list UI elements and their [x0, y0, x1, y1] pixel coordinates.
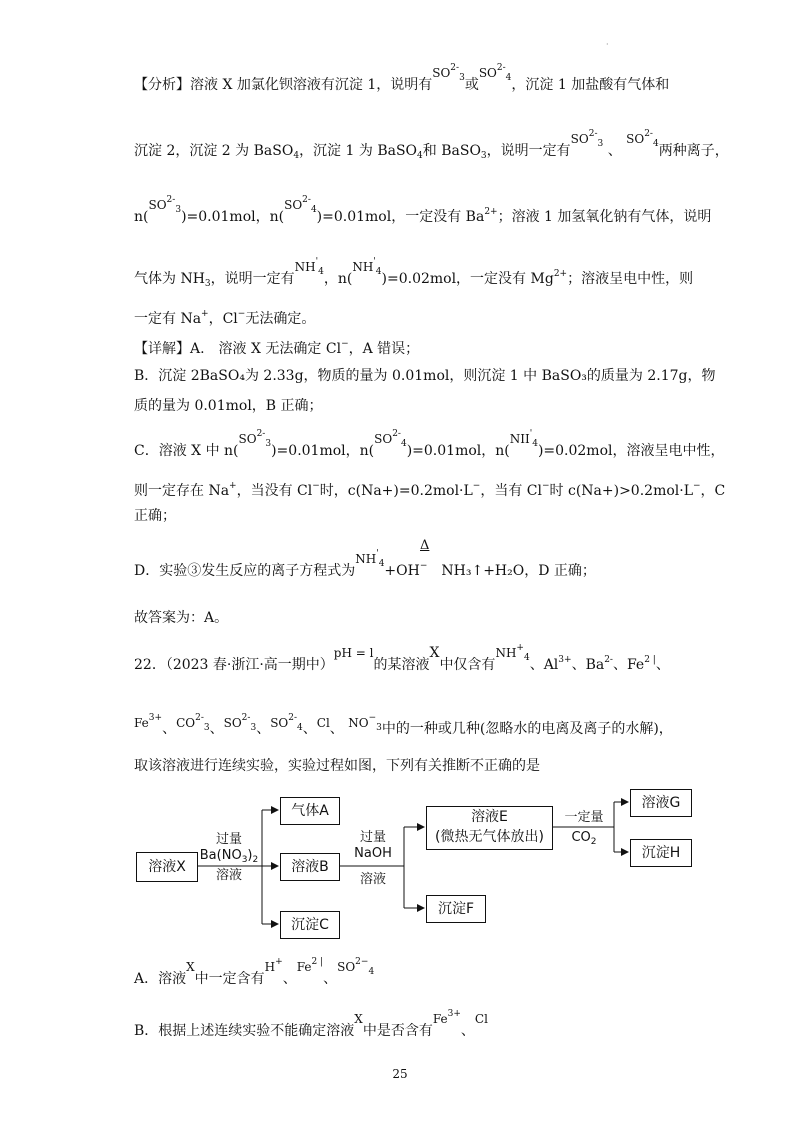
- detail-b-2: 质的量为 0.01mol，B 正确；: [134, 398, 323, 414]
- reagent-naoh: 过量 NaOH 溶液: [354, 830, 392, 887]
- box-precipitate-f: 沉淀F: [426, 895, 486, 923]
- box-solution-g: 溶液G: [630, 789, 692, 817]
- page-number: 25: [392, 1067, 408, 1081]
- analysis-line-1: 【分析】溶液 X 加氯化钡溶液有沉淀 1，说明有$SO^{2-}_3$或$SO^{2-}_4$，沉淀 1 加盐酸有气体和: [134, 63, 670, 93]
- delta-symbol: Δ: [420, 538, 430, 553]
- detail-a: 【详解】A. 溶液 X 无法确定 Cl−，A 错误；: [134, 339, 420, 357]
- analysis-line-2: 沉淀 2，沉淀 2 为 BaSO$_4$，沉淀 1 为 BaSO$_4$和 BaSO$_3$，说明一定有$SO^{2-}_3$ 、 $SO^{2-}_4$两种离子，: [134, 129, 729, 161]
- detail-d: D．实验③发生反应的离子方程式为$NH'_4+OH^-$ NH₃↑+H₂O，D 正确；: [134, 549, 596, 579]
- question-22-line-2: $Fe^{3+}$、$CO^{2-}_3$、$SO^{2-}_3$、$SO^{2-}_4$、Cl、 $NO^-_3$中的一种或几种(忽略水的电离及离子的水解)，: [134, 713, 673, 737]
- detail-c-1: C．溶液 X 中 $n(SO^{2-}_3)=0.01mol$，$n(SO^{2-}_4)=0.01mol$，$n(NII'_4)=0.02mol$，溶液呈电中性，: [134, 429, 725, 459]
- analysis-line-4: 气体为 $NH_3$，说明一定有$NH'_4$，$n(NH'_4)=0.02mol$，一定没有 $Mg^{2+}$；溶液呈电中性，则: [134, 257, 694, 289]
- analysis-line-5: 一定有 Na+，Cl−无法确定。: [134, 309, 316, 327]
- question-22-line-1: 22．（2023 春·浙江·高一期中）pH = l的某溶液X中仅含有$NH^+_4$、$Al^{3+}$、$Ba^{2-}$、$Fe^{2 |}$、: [134, 643, 670, 673]
- box-gas-a: 气体A: [280, 797, 340, 825]
- box-solution-x: 溶液X: [136, 852, 198, 882]
- box-precipitate-c: 沉淀C: [280, 911, 340, 939]
- detail-c-3: 正确；: [134, 508, 176, 524]
- box-solution-b: 溶液B: [280, 853, 340, 881]
- box-solution-e: 溶液E (微热无气体放出): [426, 806, 553, 850]
- option-a: A．溶液X中一定含有H+、$Fe^{2 |}$、$SO^{2-}_4$: [134, 957, 375, 987]
- detail-c-2: 则一定存在 Na+，当没有 Cl−时，c(Na+)=0.2mol·L−，当有 Cl−时 c(Na+)>0.2mol·L−，C: [134, 481, 726, 499]
- answer-line: 故答案为：A。: [134, 610, 229, 626]
- reagent-ba-no3: 过量 $Ba(NO_3)_2$ 溶液: [199, 832, 259, 883]
- detail-b-1: B．沉淀 2BaSO₄为 2.33g，物质的量为 0.01mol，则沉淀 1 中 BaSO₃的质量为 2.17g，物: [134, 368, 716, 384]
- question-22-line-3: 取该溶液进行连续实验，实验过程如图，下列有关推断不正确的是: [134, 758, 540, 774]
- box-precipitate-h: 沉淀H: [630, 839, 692, 867]
- corner-mark: ·: [606, 40, 609, 49]
- option-b: B．根据上述连续实验不能确定溶液X中是否含有$Fe^{3+}$、Cl: [134, 1009, 488, 1039]
- reagent-co2: 一定量 $CO_2$: [564, 810, 604, 847]
- analysis-line-3: $n(SO^{2-}_3)=0.01mol$，$n(SO^{2-}_4)=0.01mol$，一定没有 $Ba^{2+}$；溶液 1 加氢氧化钠有气体，说明: [134, 195, 712, 225]
